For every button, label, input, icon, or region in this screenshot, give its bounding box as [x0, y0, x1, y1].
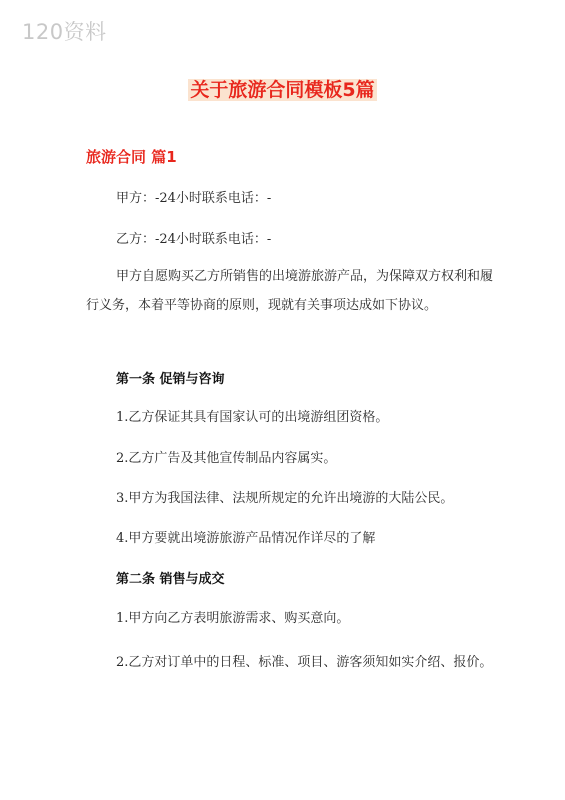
- article-2-item-2: 2.乙方对订单中的日程、标准、项目、游客须知如实介绍、报价。: [116, 655, 493, 670]
- document-title-text: 关于旅游合同模板5篇: [190, 79, 375, 101]
- article-2-item-1: 1.甲方向乙方表明旅游需求、购买意向。: [116, 611, 350, 626]
- article-2-heading: 第二条 销售与成交: [116, 572, 225, 587]
- article-1-item-1: 1.乙方保证其具有国家认可的出境游组团资格。: [116, 410, 389, 425]
- document-title: [0, 78, 565, 102]
- intro-paragraph: 甲方自愿购买乙方所销售的出境游旅游产品，为保障双方权利和履行义务，本着平等协商的原则，现就有关事项达成如下协议。: [86, 269, 494, 313]
- party-a-line: 甲方：-24小时联系电话：-: [116, 191, 272, 206]
- article-1-item-3: 3.甲方为我国法律、法规所规定的允许出境游的大陆公民。: [116, 491, 454, 506]
- article-1-item-2: 2.乙方广告及其他宣传制品内容属实。: [116, 451, 337, 466]
- party-b-line: 乙方：-24小时联系电话：-: [116, 232, 272, 247]
- article-1-heading: 第一条 促销与咨询: [116, 372, 225, 387]
- section-title: 旅游合同 篇1: [86, 148, 177, 166]
- article-1-item-4: 4.甲方要就出境游旅游产品情况作详尽的了解: [116, 531, 376, 546]
- watermark: 120资料: [22, 20, 107, 44]
